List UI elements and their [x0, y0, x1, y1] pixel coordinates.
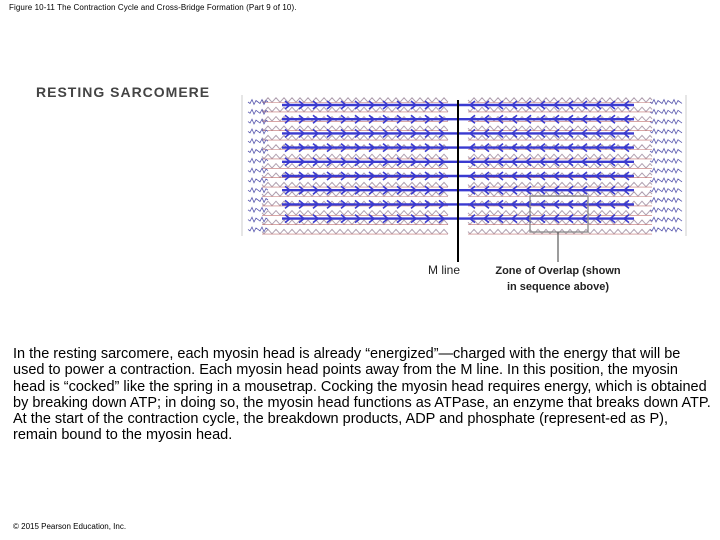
titin-spring: [248, 178, 268, 183]
titin-spring: [248, 207, 268, 212]
titin-spring: [650, 129, 682, 134]
titin-spring: [650, 109, 682, 114]
thin-filament: [468, 98, 652, 102]
zone-of-overlap-label: Zone of Overlap (shown in sequence above): [495, 265, 621, 293]
titin-spring: [650, 227, 682, 232]
titin-spring: [650, 158, 682, 163]
thin-filament: [468, 135, 652, 139]
thin-filament: [262, 135, 448, 139]
thin-filament: [468, 211, 652, 215]
thin-filament: [468, 164, 652, 168]
titin-spring: [248, 227, 268, 232]
copyright: © 2015 Pearson Education, Inc.: [13, 522, 127, 531]
titin-spring: [650, 139, 682, 144]
titin-spring: [248, 217, 268, 222]
titin-spring: [650, 188, 682, 193]
titin-spring: [248, 168, 268, 173]
thin-filament: [468, 220, 652, 224]
titin-spring: [650, 217, 682, 222]
titin-spring: [650, 178, 682, 183]
figure-title: Figure 10-11 The Contraction Cycle and Cross-Bridge Formation (Part 9 of 10).: [9, 3, 297, 12]
thin-filament: [262, 229, 448, 233]
thin-filament: [262, 211, 448, 215]
thin-filaments: [242, 95, 686, 236]
titin-spring: [650, 207, 682, 212]
titin-spring: [248, 100, 268, 105]
thin-filament: [468, 182, 652, 186]
panel-title: RESTING SARCOMERE: [36, 84, 211, 100]
thin-filament: [262, 107, 448, 111]
titin-spring: [248, 139, 268, 144]
thin-filament: [468, 107, 652, 111]
description-text: In the resting sarcomere, each myosin head is already “energized”—charged with the energy that will be used to power a contraction. Each myosin head points away from the M line. In this position, the myosin head is “cocked” like the spring in a mousetrap. Cocking the myosin head requires energy, which is obtained by breaking down ATP; in doing so, the myosin head functions as ATPase, an enzyme that breaks down ATP. At the start of the contraction cycle, the breakdown products, ADP and phosphate (represent-ed as P), remain bound to the myosin head.: [13, 346, 711, 444]
titin-spring: [248, 188, 268, 193]
titin-spring: [650, 168, 682, 173]
m-line-label: M line: [428, 263, 461, 277]
titin-spring: [248, 198, 268, 203]
titin-spring: [650, 100, 682, 105]
titin-spring: [650, 149, 682, 154]
titin-spring: [650, 198, 682, 203]
titin-spring: [650, 119, 682, 124]
thin-filament: [468, 154, 652, 158]
thin-filament: [468, 126, 652, 130]
thin-filament: [262, 182, 448, 186]
